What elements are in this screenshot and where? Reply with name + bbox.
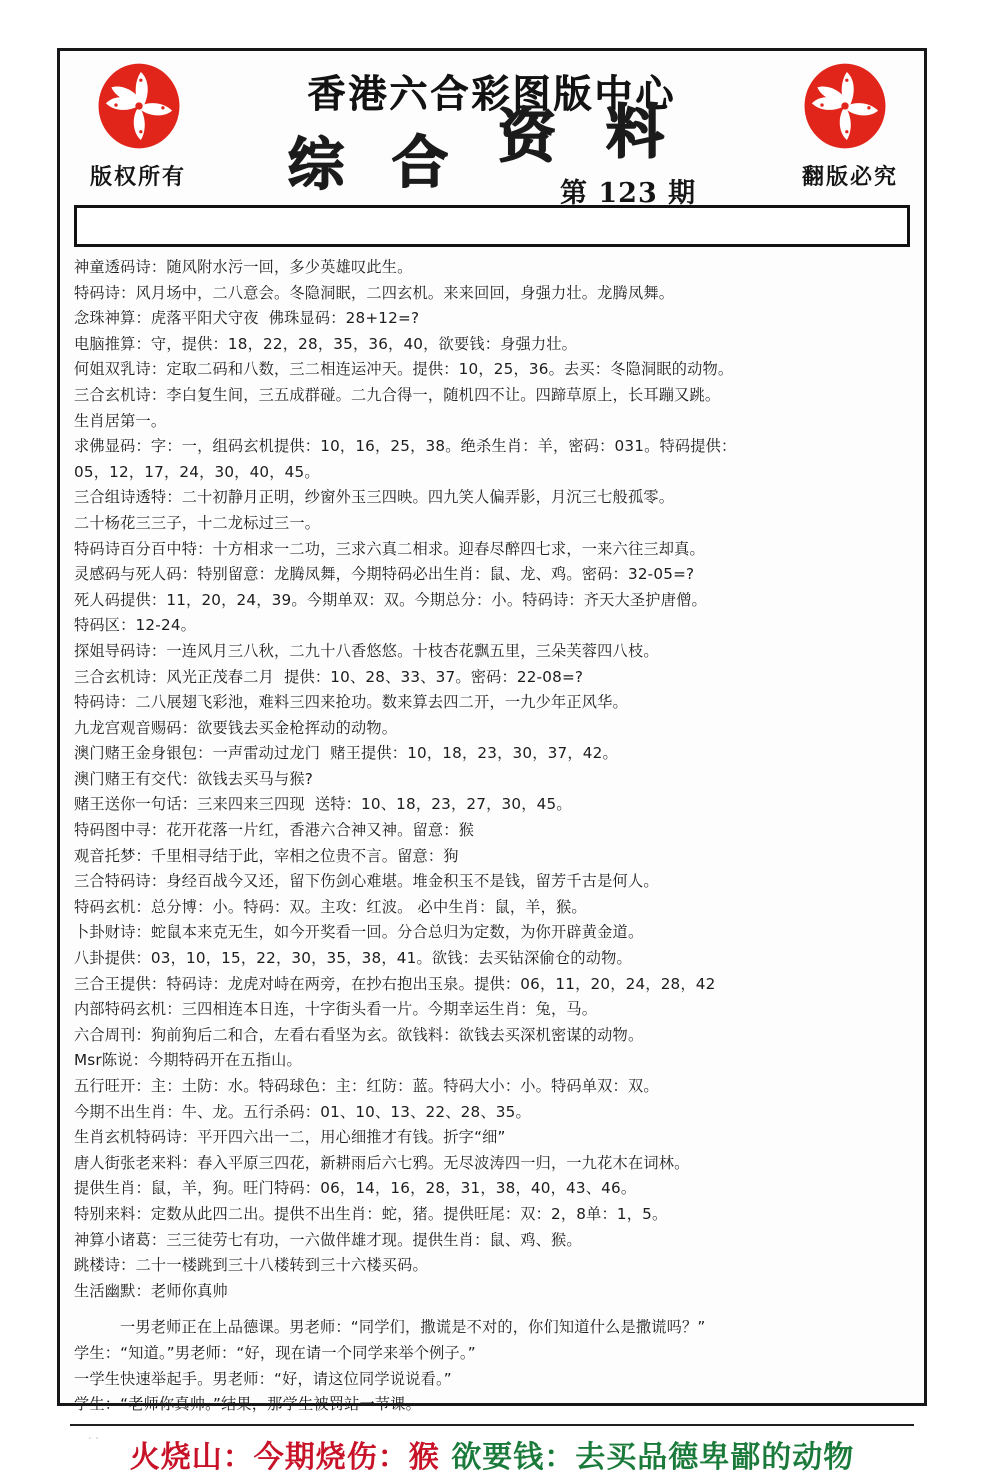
content-line: 特码玄机：总分博：小。特码：双。主攻：红波。 必中生肖：鼠，羊，猴。 (74, 897, 587, 916)
copyright-left-label: 版权所有 (90, 164, 187, 190)
issue-number: 第 123 期 (560, 178, 697, 209)
main-title-char-2: 合 (392, 130, 448, 196)
content-line: 学生：“老师你真帅。”结果，那学生被罚站一节课。 (74, 1395, 422, 1414)
content-line: Msr陈说：今期特码开在五指山。 (74, 1051, 302, 1070)
banner-segment: 猴 (408, 1439, 452, 1475)
content-line: 三合玄机诗：风光正茂春二月 提供：10、28、33、37。密码：22-08=? (74, 667, 584, 686)
bottom-banner (70, 1424, 914, 1476)
content-line: 观音托梦：千里相寻结于此，宰相之位贵不言。留意：狗 (74, 846, 459, 865)
content-line: 澳门赌王有交代：欲钱去买马与猴? (74, 769, 314, 788)
copyright-right-label: 翻版必究 (801, 164, 898, 190)
content-line: 生活幽默：老师你真帅 (74, 1281, 228, 1300)
site-title: 香港六合彩图版中心 (307, 71, 677, 116)
content-line: 八卦提供：03，10，15，22，30，35，38，41。欲钱：去买钻深偷仓的动物。 (74, 949, 632, 968)
content-line: 学生：“知道。”男老师：“好，现在请一个同学来举个例子。” (74, 1343, 476, 1362)
content-line: 三合特码诗：身经百战今又还，留下伤剑心难堪。堆金积玉不是钱，留芳千古是何人。 (74, 872, 659, 891)
content-line: 特码诗：二八展翅飞彩池，难料三四来抢功。数来算去四二开，一九少年正风华。 (74, 693, 628, 712)
banner-segment: 去买品德卑鄙的动物 (575, 1439, 855, 1475)
content-line: 神算小诸葛：三三徒劳七有功，一六做伴雄才现。提供生肖：鼠、鸡、猴。 (74, 1230, 582, 1249)
footer-marks: .. (88, 1428, 102, 1442)
content-line: 灵感码与死人码：特别留意：龙腾凤舞，今期特码必出生肖：鼠、龙、鸡。密码：32-05=? (74, 565, 695, 584)
content-line: 五行旺开：主：土防：水。特码球色：主：红防：蓝。特码大小：小。特码单双：双。 (74, 1077, 659, 1095)
main-title (288, 98, 708, 209)
banner-segment: 欲要钱： (451, 1439, 576, 1475)
content-line: 六合周刊：狗前狗后二和合，左看右看坚为玄。欲钱料：欲钱去买深机密谋的动物。 (74, 1025, 644, 1044)
main-title-char-4: 料 (606, 98, 665, 166)
banner-segment: 火烧山： (129, 1439, 254, 1475)
content-line: 跳楼诗：二十一楼跳到三十八楼转到三十六楼买码。 (74, 1256, 428, 1275)
content-line: 特码诗：风月场中，二八意会。冬隐洞眠，二四玄机。来来回回，身强力壮。龙腾凤舞。 (74, 283, 675, 302)
content-line: 05，12，17，24，30，40，45。 (74, 462, 320, 481)
poster-sheet (57, 48, 927, 1475)
content-line: 电脑推算：守，提供：18，22，28，35，36，40，欲要钱：身强力壮。 (74, 334, 578, 353)
content-line: 求佛显码：字：一，组码玄机提供：10，16，25，38。绝杀生肖：羊，密码：031。特码提供： (74, 437, 737, 456)
content-line: 特码诗百分百中特：十方相求一二功，三求六真二相求。迎春尽醉四七求，一来六往三却真。 (74, 539, 705, 558)
content-line: 三合王提供：特码诗：龙虎对峙在两旁，在抄右抱出玉泉。提供：06，11，20，24，28，42 (74, 974, 716, 993)
content-line: 何姐双乳诗：定取二码和八数，三二相连运冲天。提供：10，25，36。去买：冬隐洞眠的动物。 (74, 360, 734, 379)
main-title-char-3: 资 (498, 102, 557, 170)
content-line: 一学生快速举起手。男老师：“好，请这位同学说说看。” (74, 1369, 452, 1388)
content-line: 生肖居第一。 (74, 411, 167, 430)
content-line: 探姐导码诗：一连风月三八秋，二九十八香悠悠。十枝杏花飘五里，三朵芙蓉四八枝。 (74, 641, 659, 660)
content-line: 特别来料：定数从此四二出。提供不出生肖：蛇，猪。提供旺尾：双：2，8单：1，5。 (74, 1204, 668, 1223)
content-line: 澳门赌王金身银包：一声雷动过龙门 赌王提供：10，18，23，30，37，42。 (74, 744, 618, 763)
content-line: 三合玄机诗：李白复生间，三五成群碰。二九合得一，随机四不让。四蹄草原上，长耳蹦又跳。 (74, 385, 721, 404)
content-line: 一男老师正在上品德课。男老师：“同学们，撒谎是不对的，你们知道什么是撒谎吗？” (120, 1318, 706, 1337)
content-line: 赌王送你一句话：三来四来三四现 送特：10、18，23，27，30，45。 (74, 795, 572, 814)
content-line: 特码图中寻：花开花落一片红，香港六合神又神。留意：猴 (74, 821, 475, 840)
content-line: 生肖玄机特码诗：平开四六出一二，用心细推才有钱。折字“细” (74, 1128, 506, 1147)
main-title-char-1: 综 (288, 132, 344, 198)
notice-box (74, 205, 910, 247)
content-line: 内部特码玄机：三四相连本日连，十字街头看一片。今期幸运生肖：兔，马。 (74, 1000, 598, 1019)
content-line: 二十杨花三三子，十二龙标过三一。 (74, 513, 321, 532)
content-line: 死人码提供：11，20，24，39。今期单双：双。今期总分：小。特码诗：齐天大圣护唐僧。 (74, 590, 707, 609)
content-line: 提供生肖：鼠，羊，狗。旺门特码：06，14，16，28，31，38，40，43、46。 (74, 1179, 637, 1198)
content-line: 九龙宫观音赐码：欲要钱去买金枪挥动的动物。 (74, 718, 398, 737)
content-line: 三合组诗透特：二十初静月正明，纱窗外玉三四映。四九笑人偏弄影，月沉三七般孤零。 (74, 488, 675, 507)
masthead (60, 51, 924, 209)
content-line: 今期不出生肖：牛、龙。五行杀码：01、10、13、22、28、35。 (74, 1102, 531, 1121)
content-line: 神童透码诗：随风附水污一回，多少英雄叹此生。 (74, 258, 413, 276)
banner-segment: 今期烧伤： (253, 1439, 409, 1475)
content-line: 唐人街张老来料：春入平原三四花，新耕雨后六七鸦。无尽波涛四一归，一九花木在词林。 (74, 1153, 690, 1172)
content-line: 特码区：12-24。 (74, 616, 197, 635)
content-line: 卜卦财诗：蛇鼠本来克无生，如今开奖看一回。分合总归为定数，为你开辟黄金道。 (74, 923, 644, 942)
content-line: 念珠神算：虎落平阳犬守夜 佛珠显码：28+12=? (74, 309, 420, 328)
content-body (60, 253, 924, 1418)
